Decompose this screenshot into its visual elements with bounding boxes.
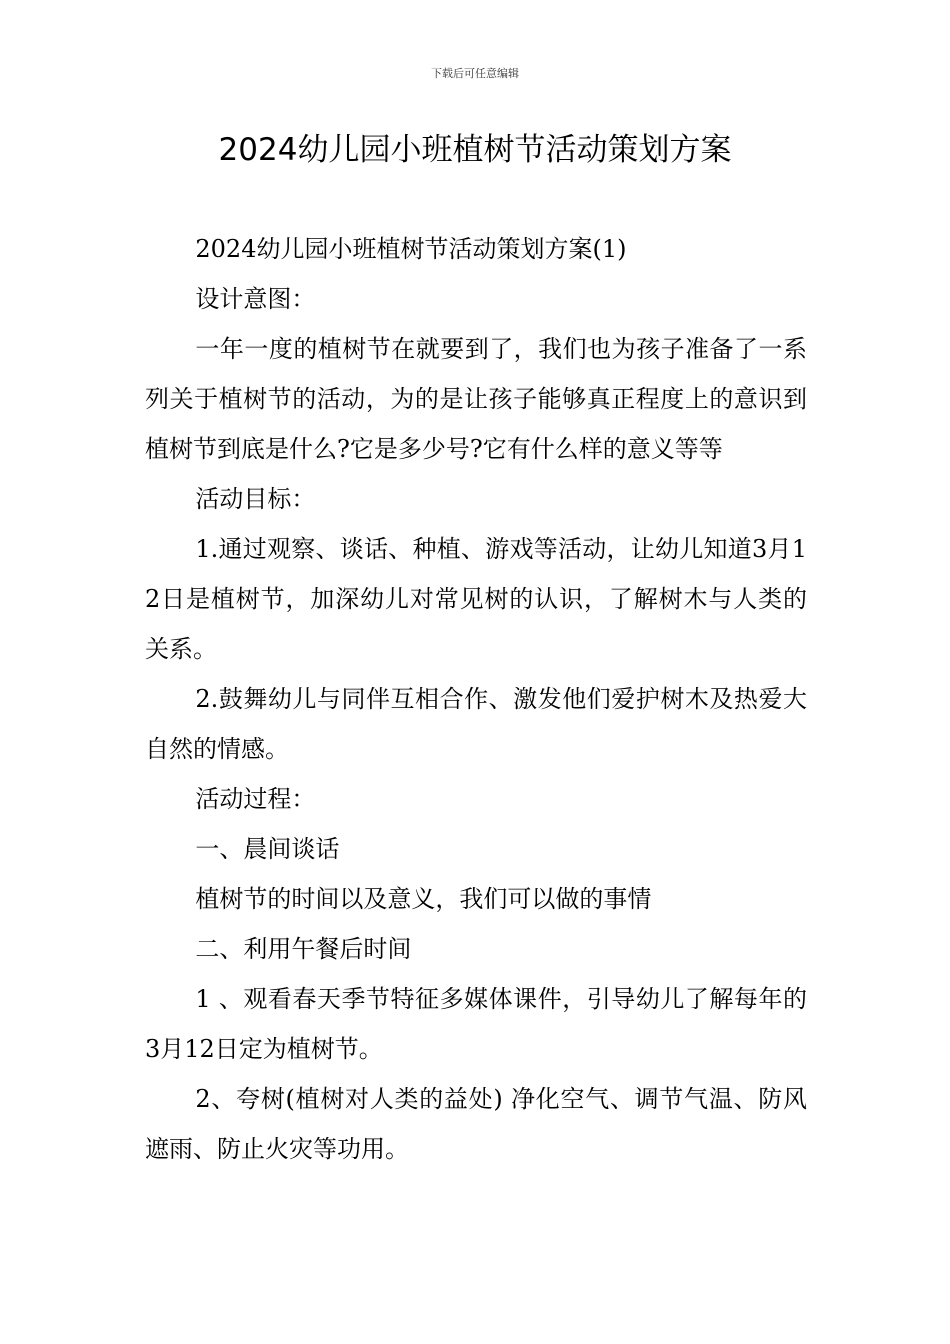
document-body [145, 224, 807, 1174]
header-note: 下载后可任意编辑 [431, 67, 519, 80]
paragraph-design-intent-heading: 设计意图： [195, 285, 316, 313]
paragraph-process-heading: 活动过程： [195, 785, 316, 813]
paragraph-goals-heading: 活动目标： [195, 485, 316, 513]
paragraph-goal-2: 2.鼓舞幼儿与同伴互相合作、激发他们爱护树木及热爱大自然的情感。 [145, 685, 807, 763]
paragraph-step-2-item-1: 1 、观看春天季节特征多媒体课件，引导幼儿了解每年的3月12日定为植树节。 [145, 985, 807, 1063]
paragraph-goal-1: 1.通过观察、谈话、种植、游戏等活动，让幼儿知道3月12日是植树节，加深幼儿对常见树的认识，了解树木与人类的关系。 [145, 535, 807, 663]
paragraph-step-2-item-2: 2、夸树(植树对人类的益处) 净化空气、调节气温、防风遮雨、防止火灾等功用。 [145, 1085, 807, 1163]
paragraph-design-intent: 一年一度的植树节在就要到了，我们也为孩子准备了一系列关于植树节的活动，为的是让孩子能够真正程度上的意识到植树节到底是什么?它是多少号?它有什么样的意义等等 [145, 335, 807, 463]
paragraph-step-1-heading: 一、晨间谈话 [195, 835, 340, 863]
document-title: 2024幼儿园小班植树节活动策划方案 [218, 132, 732, 168]
paragraph-step-1-body: 植树节的时间以及意义，我们可以做的事情 [195, 885, 652, 913]
paragraph-subtitle: 2024幼儿园小班植树节活动策划方案(1) [195, 235, 627, 263]
paragraph-step-2-heading: 二、利用午餐后时间 [195, 935, 412, 963]
